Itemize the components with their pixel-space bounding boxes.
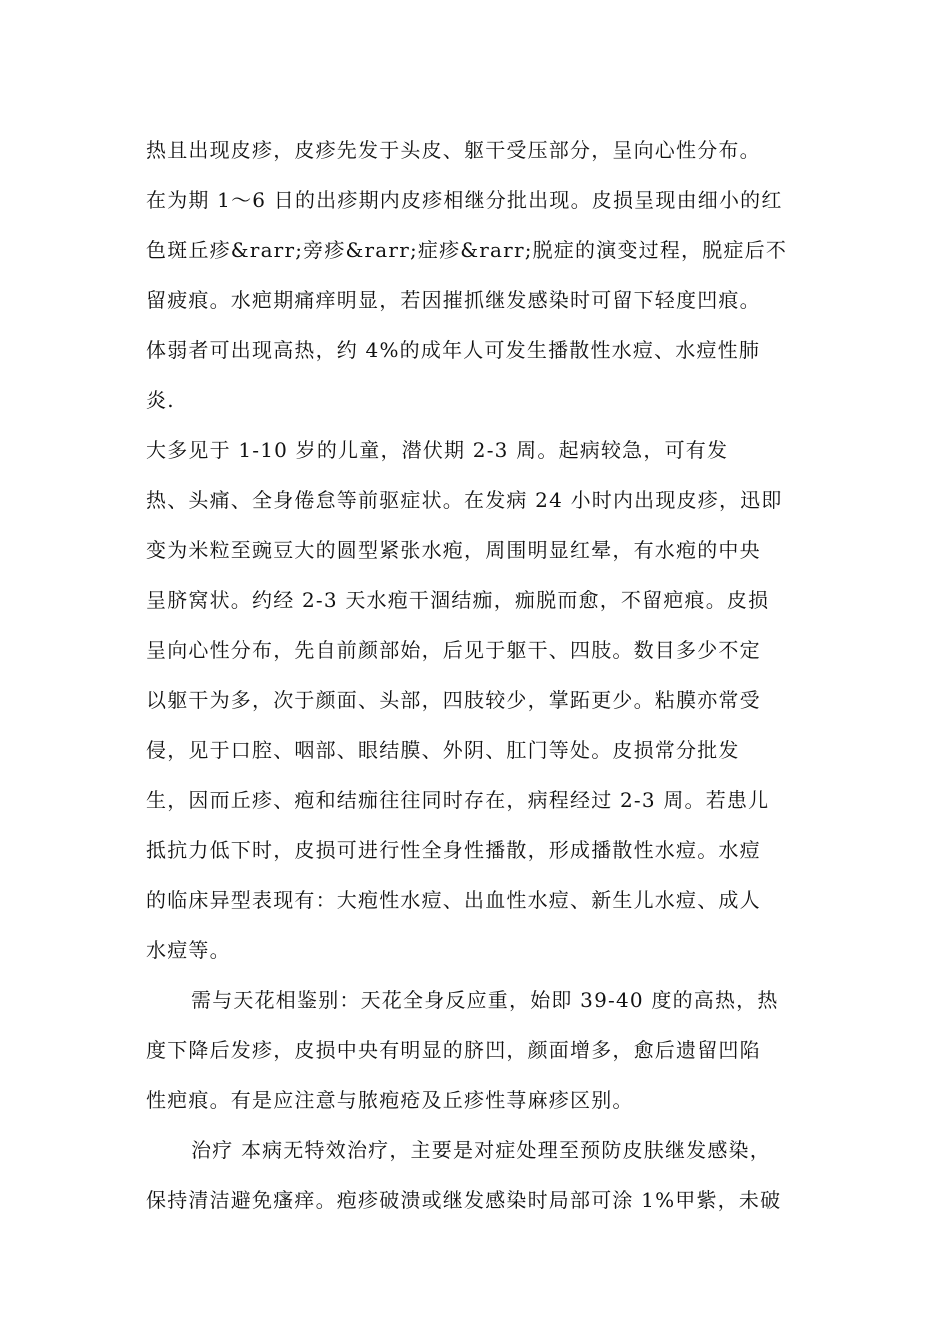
- text-line: 变为米粒至豌豆大的圆型紧张水疱，周围明显红晕，有水疱的中央: [146, 538, 761, 562]
- text-line: 水痘等。: [146, 938, 231, 962]
- text-line: 的临床异型表现有：大疱性水痘、出血性水痘、新生儿水痘、成人: [146, 888, 761, 912]
- text-line: 热、头痛、全身倦怠等前驱症状。在发病 24 小时内出现皮疹，迅即: [146, 488, 783, 512]
- text-line: 治疗 本病无特效治疗，主要是对症处理至预防皮肤继发感染，: [191, 1138, 771, 1162]
- text-line: 需与天花相鉴别：天花全身反应重，始即 39-40 度的高热，热: [191, 988, 779, 1012]
- text-line: 保持清洁避免瘙痒。疱疹破溃或继发感染时局部可涂 1%甲紫，未破: [146, 1188, 782, 1212]
- text-line: 色斑丘疹&rarr;旁疹&rarr;症疹&rarr;脱症的演变过程，脱症后不: [146, 238, 788, 262]
- text-line: 留疲痕。水疤期痛痒明显，若因摧抓继发感染时可留下轻度凹痕。: [146, 288, 761, 312]
- text-line: 大多见于 1-10 岁的儿童，潜伏期 2-3 周。起病较急，可有发: [146, 438, 729, 462]
- text-line: 热且出现皮疹，皮疹先发于头皮、躯干受压部分，呈向心性分布。: [146, 138, 761, 162]
- text-line: 体弱者可出现高热，约 4%的成年人可发生播散性水痘、水痘性肺: [146, 338, 761, 362]
- text-line: 抵抗力低下时，皮损可进行性全身性播散，形成播散性水痘。水痘: [146, 838, 761, 862]
- text-line: 呈向心性分布，先自前颜部始，后见于躯干、四肢。数目多少不定: [146, 638, 761, 662]
- text-line: 度下降后发疹，皮损中央有明显的脐凹，颜面增多，愈后遗留凹陷: [146, 1038, 761, 1062]
- text-line: 以躯干为多，次于颜面、头部，四肢较少，掌跖更少。粘膜亦常受: [146, 688, 761, 712]
- text-line: 侵，见于口腔、咽部、眼结膜、外阴、肛门等处。皮损常分批发: [146, 738, 740, 762]
- text-line: 在为期 1～6 日的出疹期内皮疹相继分批出现。皮损呈现由细小的红: [146, 188, 783, 212]
- text-line: 呈脐窝状。约经 2-3 天水疱干涸结痂，痂脱而愈，不留疤痕。皮损: [146, 588, 770, 612]
- text-line: 生，因而丘疹、疱和结痂往往同时存在，病程经过 2-3 周。若患儿: [146, 788, 770, 812]
- text-line: 性疤痕。有是应注意与脓疱疮及丘疹性荨麻疹区别。: [146, 1088, 634, 1112]
- text-line: 炎.: [146, 388, 175, 412]
